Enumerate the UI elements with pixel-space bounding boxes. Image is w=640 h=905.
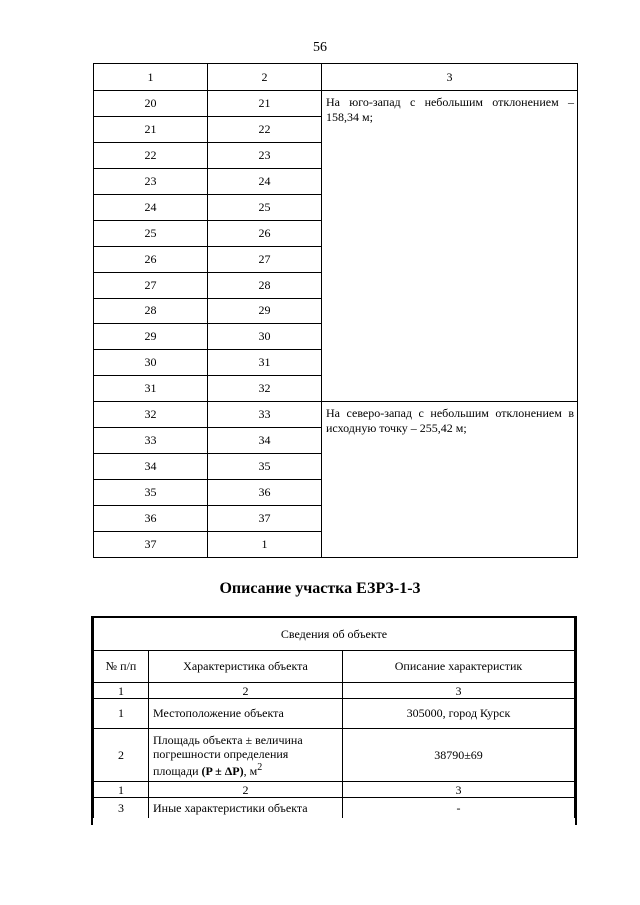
point-from: 31 <box>94 376 208 402</box>
point-to: 30 <box>208 324 322 350</box>
header-cell: 3 <box>322 64 578 91</box>
column-number: 2 <box>149 782 343 798</box>
row-number: 2 <box>94 729 149 782</box>
row-number: 1 <box>94 699 149 729</box>
column-number: 3 <box>343 683 575 699</box>
point-from: 36 <box>94 506 208 532</box>
point-to: 33 <box>208 402 322 428</box>
point-from: 33 <box>94 428 208 454</box>
point-from: 25 <box>94 220 208 246</box>
point-from: 29 <box>94 324 208 350</box>
point-to: 31 <box>208 350 322 376</box>
point-from: 24 <box>94 194 208 220</box>
point-from: 32 <box>94 402 208 428</box>
column-number: 1 <box>94 782 149 798</box>
header-cell: Характеристика объекта <box>149 651 343 683</box>
characteristic-value: 38790±69 <box>343 729 575 782</box>
column-number: 2 <box>149 683 343 699</box>
point-to: 1 <box>208 531 322 557</box>
header-cell: № п/п <box>94 651 149 683</box>
point-from: 22 <box>94 142 208 168</box>
header-cell: 2 <box>208 64 322 91</box>
point-to: 23 <box>208 142 322 168</box>
point-to: 25 <box>208 194 322 220</box>
point-to: 35 <box>208 454 322 480</box>
label-line: площади <box>153 763 202 778</box>
table-header-row <box>94 651 575 683</box>
table-row <box>94 729 575 782</box>
point-to: 22 <box>208 116 322 142</box>
direction-description: На юго-запад с небольшим отклонением – 158,34 м; <box>322 91 578 402</box>
characteristic-label: Иные характеристики объекта <box>149 798 343 819</box>
characteristic-value: - <box>343 798 575 819</box>
unit-superscript: 2 <box>257 761 263 773</box>
characteristic-value: 305000, город Курск <box>343 699 575 729</box>
table-header-row <box>94 64 578 91</box>
point-from: 34 <box>94 454 208 480</box>
point-from: 27 <box>94 272 208 298</box>
direction-description: На северо-запад с небольшим отклонением в исходную точку – 255,42 м; <box>322 402 578 558</box>
table-row <box>94 402 578 428</box>
row-number: 3 <box>94 798 149 819</box>
point-to: 34 <box>208 428 322 454</box>
table-title-row <box>94 618 575 651</box>
point-from: 20 <box>94 91 208 117</box>
point-to: 28 <box>208 272 322 298</box>
point-to: 27 <box>208 246 322 272</box>
column-number: 1 <box>94 683 149 699</box>
point-from: 26 <box>94 246 208 272</box>
object-info-table <box>93 618 575 818</box>
boundary-points-table <box>93 63 578 558</box>
formula: (P ± ΔP) <box>201 763 244 778</box>
page-number: 56 <box>313 40 327 55</box>
table-title: Сведения об объекте <box>94 618 575 651</box>
label-line: Площадь объекта ± величина <box>153 732 303 747</box>
point-from: 28 <box>94 298 208 324</box>
point-to: 29 <box>208 298 322 324</box>
table-row <box>94 699 575 729</box>
point-to: 37 <box>208 506 322 532</box>
table-row <box>94 91 578 117</box>
header-cell: Описание характеристик <box>343 651 575 683</box>
column-number-row <box>94 782 575 798</box>
point-from: 35 <box>94 480 208 506</box>
point-to: 26 <box>208 220 322 246</box>
column-number-row <box>94 683 575 699</box>
column-number: 3 <box>343 782 575 798</box>
point-from: 30 <box>94 350 208 376</box>
unit: , м <box>243 763 258 778</box>
point-to: 24 <box>208 168 322 194</box>
point-from: 23 <box>94 168 208 194</box>
table-row <box>94 798 575 819</box>
point-to: 36 <box>208 480 322 506</box>
point-to: 32 <box>208 376 322 402</box>
characteristic-label <box>149 729 343 782</box>
point-from: 37 <box>94 531 208 557</box>
label-line: погрешности определения <box>153 746 289 761</box>
header-cell: 1 <box>94 64 208 91</box>
characteristic-label: Местоположение объекта <box>149 699 343 729</box>
point-from: 21 <box>94 116 208 142</box>
point-to: 21 <box>208 91 322 117</box>
section-title: Описание участка ЕЗРЗ-1-3 <box>219 580 421 597</box>
